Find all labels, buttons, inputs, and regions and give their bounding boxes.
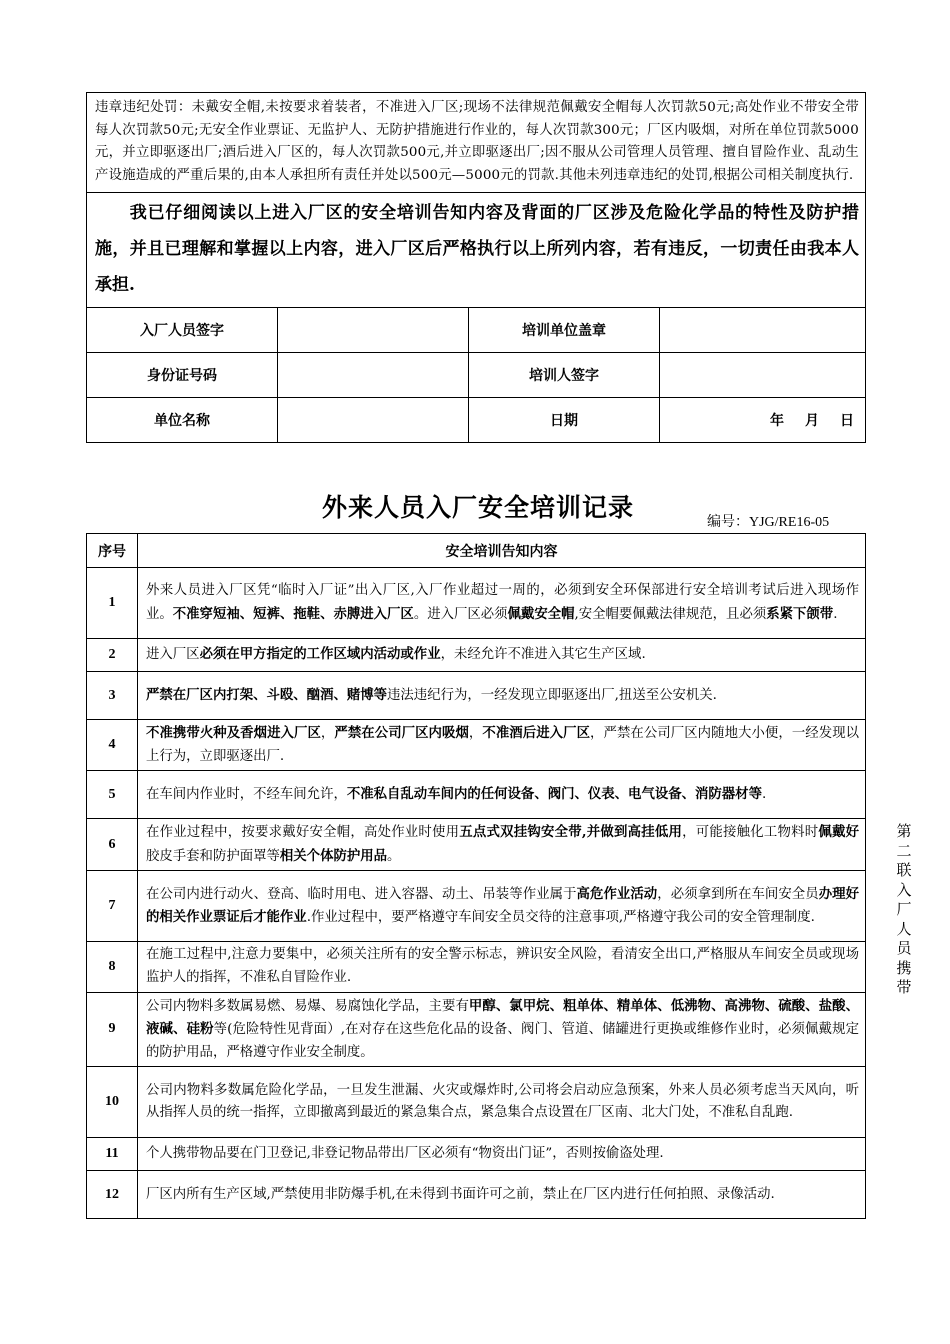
- record-row: [87, 942, 866, 992]
- id-number-label: 身份证号码: [87, 353, 278, 398]
- body-text: ，可能接触化工物料时: [682, 825, 819, 841]
- trainer-sign-label: 培训人签字: [469, 353, 660, 398]
- date-month: 月: [805, 413, 820, 430]
- emphasis-text: 高危作业活动: [576, 885, 658, 902]
- emphasis-text: 不准穿短袖、短裤、拖鞋、赤膊进入厂区: [172, 605, 414, 622]
- record-row: [87, 1067, 866, 1138]
- id-number-field[interactable]: [278, 353, 469, 398]
- penalty-and-signature-table: [86, 92, 866, 443]
- row-content: [138, 1067, 866, 1138]
- row-content: [138, 819, 866, 871]
- penalty-text: 违章违纪处罚：未戴安全帽,未按要求着装者，不准进入厂区;现场不法律规范佩戴安全帽每人次罚款50元;高处作业不带安全带每人次罚款50元;无安全作业票证、无监护人、无防护措施进行作业的，每人次罚款300元；厂区内吸烟，对所在单位罚款5000元，并立即驱逐出厂;酒后进入厂区的，每人次罚款500元,并立即驱逐出厂;因不服从公司管理人员管理、擅自冒险作业、乱动生产设施造成的严重后果的,由本人承担所有责任并处以500元—5000元的罚款.其他未列违章违纪的处罚,根据公司相关制度执行.: [87, 93, 866, 193]
- date-field[interactable]: [660, 398, 866, 443]
- row-number: 11: [87, 1138, 138, 1171]
- row-content: [138, 639, 866, 672]
- row-content: [138, 720, 866, 771]
- body-text: 胶皮手套和防护面罩等: [146, 848, 280, 864]
- body-text: ，严禁在公司厂区内随地大小便，一经发现以上行为，立即驱逐出厂.: [146, 726, 860, 764]
- row-content: [138, 771, 866, 819]
- body-text: 公司内物料多数属易燃、易爆、易腐蚀化学品，主要有: [146, 998, 469, 1014]
- body-text: 等(危险特性见背面）,在对存在这些危化品的设备、阀门、管道、储罐进行更换或维修作业时，必须佩戴规定的防护用品，严格遵守作业安全制度。: [146, 1022, 860, 1060]
- body-text: 外来人员进入厂区凭“临时入厂证”出入厂区,入厂作业超过一周的，必须到安全环保部进行安全培训考试后进入现场作业。: [146, 582, 859, 622]
- body-text: 在车间内作业时，不经车间允许，: [146, 786, 347, 802]
- entrant-sign-field[interactable]: [278, 308, 469, 353]
- row-content: [138, 672, 866, 720]
- row-number: 8: [87, 942, 138, 992]
- row-content: [138, 942, 866, 992]
- record-row: [87, 720, 866, 771]
- row-number: 3: [87, 672, 138, 720]
- emphasis-text: 佩戴好: [818, 824, 860, 841]
- emphasis-text: 系紧下颌带: [766, 605, 834, 622]
- row-number: 9: [87, 992, 138, 1067]
- body-text: ，必须拿到所在车间安全员: [657, 886, 819, 902]
- body-text: 进入厂区: [146, 647, 200, 663]
- unit-name-label: 单位名称: [87, 398, 278, 443]
- record-row: [87, 1138, 866, 1171]
- row-number: 6: [87, 819, 138, 871]
- record-row: [87, 992, 866, 1067]
- emphasis-text: 严禁在公司厂区内吸烟: [334, 725, 469, 741]
- emphasis-text: 佩戴安全帽: [507, 605, 575, 622]
- date-label: 日期: [469, 398, 660, 443]
- body-text: 厂区内所有生产区域,严禁使用非防爆手机,在未得到书面许可之前，禁止在厂区内进行任何拍照、录像活动.: [146, 1186, 775, 1202]
- row-content: [138, 992, 866, 1067]
- col-content-header: 安全培训告知内容: [138, 534, 866, 568]
- record-row: [87, 871, 866, 942]
- emphasis-text: 五点式双挂钩安全带,并做到高挂低用: [459, 824, 683, 841]
- row-content: [138, 568, 866, 639]
- emphasis-text: 不准携带火种及香烟进入厂区: [146, 725, 321, 741]
- copy-note: 第二联入厂人员携带: [896, 822, 912, 996]
- unit-name-field[interactable]: [278, 398, 469, 443]
- emphasis-text: 办理好的相关作业票证后才能作业: [146, 885, 860, 926]
- body-text: 。: [387, 848, 401, 864]
- body-text: 个人携带物品要在门卫登记,非登记物品带出厂区必须有“物资出门证”，否则按偷盗处理.: [146, 1146, 664, 1162]
- record-body: [87, 568, 866, 1219]
- emphasis-text: 不准酒后进入厂区: [482, 725, 591, 741]
- emphasis-text: 相关个体防护用品: [279, 847, 388, 864]
- training-seal-label: 培训单位盖章: [469, 308, 660, 353]
- training-record-table: [86, 533, 866, 1219]
- emphasis-text: 不准私自乱动车间内的任何设备、阀门、仪表、电气设备、消防器材等: [346, 785, 762, 802]
- record-row: [87, 639, 866, 672]
- record-row: [87, 1171, 866, 1219]
- row-number: 7: [87, 871, 138, 942]
- body-text: ，未经允许不准进入其它生产区域.: [440, 647, 646, 663]
- record-row: [87, 771, 866, 819]
- body-text: 违法违纪行为，一经发现立即驱逐出厂,扭送至公安机关.: [387, 687, 717, 703]
- row-content: [138, 1171, 866, 1219]
- record-row: [87, 672, 866, 720]
- body-text: .作业过程中，要严格遵守车间安全员交待的注意事项,严格遵守我公司的安全管理制度.: [306, 910, 815, 926]
- body-text: .: [833, 606, 838, 622]
- record-row: [87, 819, 866, 871]
- emphasis-text: 严禁在厂区内打架、斗殴、酗酒、赌博等: [146, 686, 388, 703]
- row-number: 5: [87, 771, 138, 819]
- training-seal-field[interactable]: [660, 308, 866, 353]
- document-code: 编号：YJG/RE16-05: [707, 515, 830, 530]
- body-text: ，: [320, 726, 335, 741]
- row-number: 1: [87, 568, 138, 639]
- record-row: [87, 568, 866, 639]
- emphasis-text: 必须在甲方指定的工作区域内活动或作业: [199, 646, 441, 663]
- col-number-header: 序号: [87, 534, 138, 568]
- body-text: .: [761, 786, 767, 802]
- row-number: 12: [87, 1171, 138, 1219]
- row-content: [138, 1138, 866, 1171]
- body-text: 。进入厂区必须: [413, 606, 508, 622]
- entrant-sign-label: 入厂人员签字: [87, 308, 278, 353]
- body-text: 在施工过程中,注意力要集中，必须关注所有的安全警示标志，辨识安全风险，看清安全出口,严格服从车间安全员或现场监护人的指挥，不准私自冒险作业.: [146, 947, 859, 985]
- declaration-cell: [87, 193, 866, 308]
- row-number: 10: [87, 1067, 138, 1138]
- body-text: ,安全帽要佩戴法律规范，且必须: [574, 606, 767, 622]
- date-day: 日: [840, 413, 855, 430]
- body-text: 在公司内进行动火、登高、临时用电、进入容器、动土、吊装等作业属于: [146, 886, 577, 902]
- row-content: [138, 871, 866, 942]
- body-text: 在作业过程中，按要求戴好安全帽，高处作业时使用: [146, 825, 460, 841]
- body-text: 公司内物料多数属危险化学品，一旦发生泄漏、火灾或爆炸时,公司将会启动应急预案，外来人员必须考虑当天风向，听从指挥人员的统一指挥，立即撤离到最近的紧急集合点，紧急集合点设置在厂区南、北大门处，不准私自乱跑.: [146, 1082, 859, 1121]
- emphasis-text: 甲醇、氯甲烷、粗单体、精单体、低沸物、高沸物、硫酸、盐酸、液碱、硅粉: [146, 997, 860, 1038]
- row-number: 2: [87, 639, 138, 672]
- declaration-text: 我已仔细阅读以上进入厂区的安全培训告知内容及背面的厂区涉及危险化学品的特性及防护措施，并且已理解和掌握以上内容，进入厂区后严格执行以上所列内容，若有违反，一切责任由我本人承担.: [95, 203, 859, 296]
- row-number: 4: [87, 720, 138, 771]
- body-text: ，: [468, 726, 483, 741]
- record-title: 外来人员入厂安全培训记录: [322, 493, 635, 522]
- date-year: 年: [770, 413, 785, 430]
- trainer-sign-field[interactable]: [660, 353, 866, 398]
